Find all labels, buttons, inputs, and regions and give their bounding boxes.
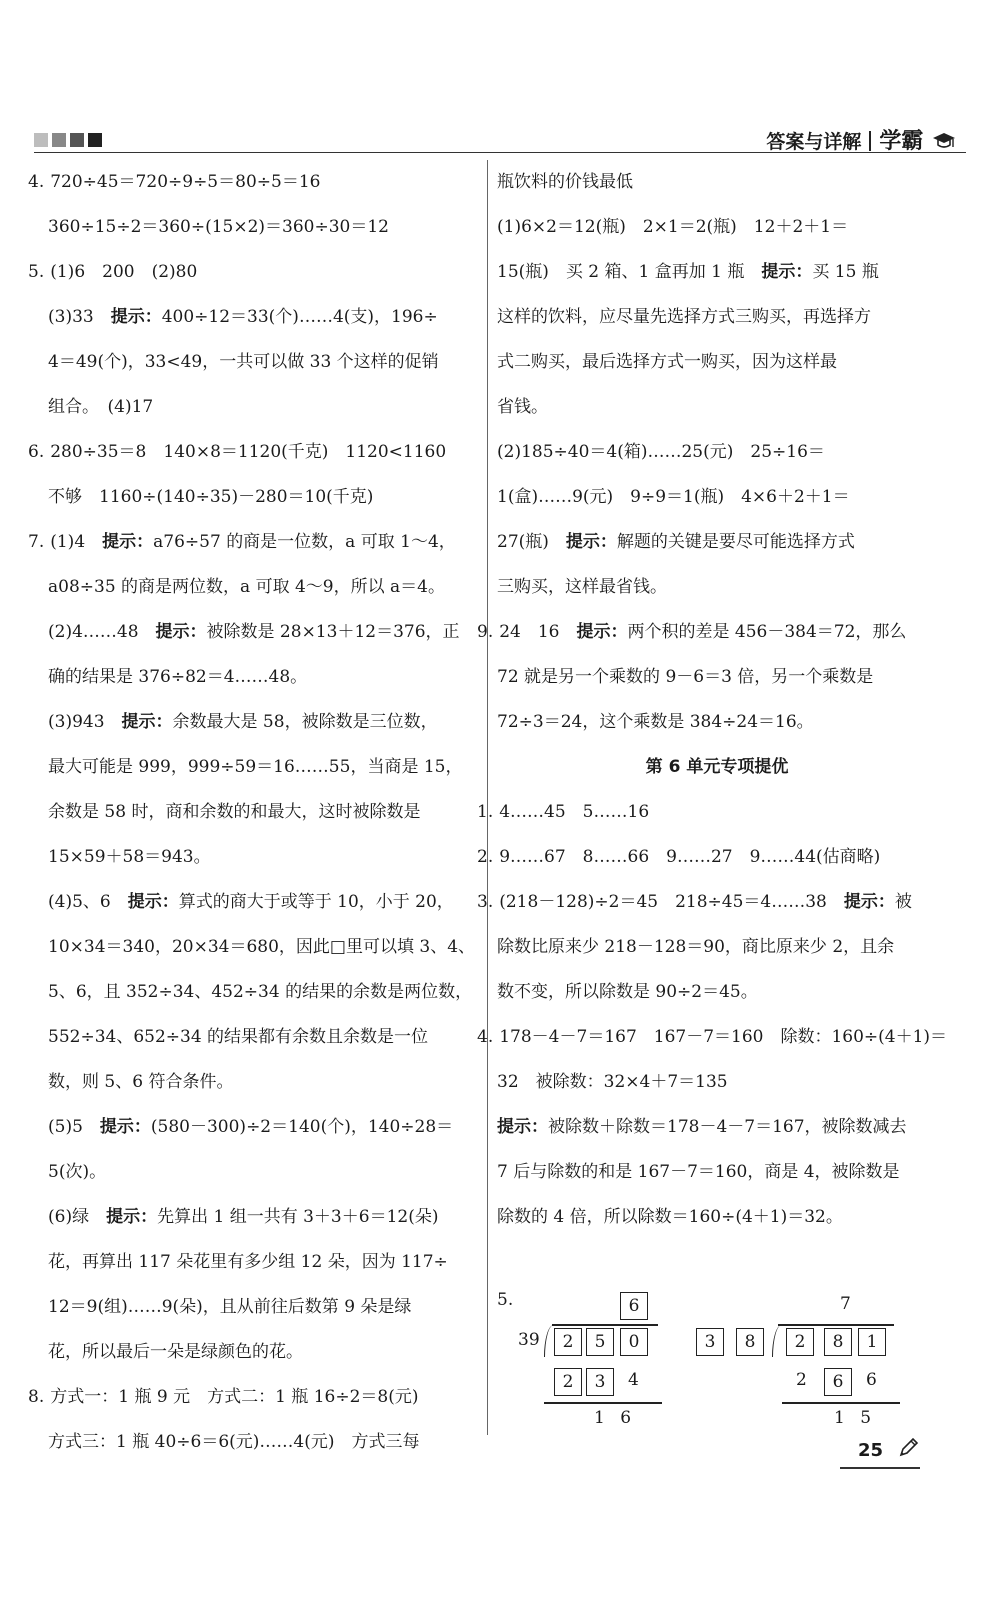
divisor-box: 8 — [736, 1328, 764, 1356]
answer-text: (1)6×2＝12(瓶) 2×1＝2(瓶) 12＋2＋1＝ — [497, 217, 849, 237]
answer-line — [497, 520, 937, 565]
product-box: 6 — [824, 1368, 852, 1396]
header-title: 答案与详解 — [766, 131, 862, 153]
answer-text: 12＝9(组)……9(朵)，且从前往后数第 9 朵是绿 — [48, 1297, 412, 1317]
answer-line — [28, 250, 488, 295]
product-box: 3 — [586, 1368, 614, 1396]
answer-line — [48, 565, 488, 610]
answer-line — [497, 295, 937, 340]
answer-text: 不够 1160÷(140÷35)－280＝10(千克) — [48, 487, 374, 507]
answer-line — [497, 160, 937, 205]
question-number: 4. — [28, 172, 45, 192]
answer-line — [497, 430, 937, 475]
answer-text: 1(盒)……9(元) 9÷9＝1(瓶) 4×6＋2＋1＝ — [497, 487, 850, 507]
answer-line — [28, 160, 488, 205]
question-number: 6. — [28, 442, 45, 462]
answer-text: 360÷15÷2＝360÷(15×2)＝360÷30＝12 — [48, 217, 389, 237]
answer-text: 三购买，这样最省钱。 — [497, 577, 667, 597]
pencil-icon — [898, 1436, 920, 1458]
right-top-answers — [477, 160, 937, 745]
answer-text: 数不变，所以除数是 90÷2＝45。 — [497, 982, 758, 1002]
hint-label: 提示： — [99, 1117, 151, 1137]
answer-text: 72÷3＝24，这个乘数是 384÷24＝16。 — [497, 712, 814, 732]
dividend-box: 8 — [824, 1328, 852, 1356]
answer-line — [48, 925, 488, 970]
answer-text: 两个积的差是 456－384＝72，那么 — [627, 622, 907, 642]
remainder: 1 6 — [594, 1408, 632, 1428]
brand-name: 学霸 — [879, 129, 924, 154]
right-column — [477, 160, 948, 1240]
answer-line — [48, 880, 488, 925]
answer-text: 数，则 5、6 符合条件。 — [48, 1072, 234, 1092]
hint-label: 提示： — [121, 712, 173, 732]
answer-text: 解题的关键是要尽可能选择方式 — [616, 532, 855, 552]
answer-line — [48, 700, 488, 745]
decor-block — [52, 133, 66, 147]
answer-line — [477, 610, 937, 655]
answer-text: 4……45 5……16 — [499, 802, 650, 822]
answer-text: (5)5 — [48, 1117, 100, 1137]
answer-text: 省钱。 — [497, 397, 548, 417]
answer-line — [477, 1015, 948, 1060]
answer-text: 除数比原来少 218－128＝90，商比原来少 2，且余 — [497, 937, 895, 957]
answer-text: 花，再算出 117 朵花里有多少组 12 朵，因为 117÷ — [48, 1252, 448, 1272]
subtraction-bar — [544, 1402, 662, 1404]
product-digit: 6 — [866, 1370, 877, 1390]
dividend-box: 0 — [620, 1328, 648, 1356]
answer-line — [28, 430, 488, 475]
answer-line — [497, 475, 937, 520]
division-diagram-1 — [516, 1290, 676, 1440]
answer-line — [28, 520, 488, 565]
answer-text: (2)185÷40＝4(箱)……25(元) 25÷16＝ — [497, 442, 825, 462]
question-number: 3. — [477, 892, 494, 912]
subtraction-bar — [782, 1402, 900, 1404]
answer-line — [477, 790, 937, 835]
right-bottom-answers — [477, 790, 948, 1240]
dividend-box: 2 — [554, 1328, 582, 1356]
decor-block — [34, 133, 48, 147]
answer-text: 9……67 8……66 9……27 9……44(估商略) — [499, 847, 881, 867]
quotient-digit: 7 — [840, 1294, 851, 1314]
dividend-box: 1 — [858, 1328, 886, 1356]
answer-line — [48, 1105, 488, 1150]
answer-line — [497, 970, 937, 1015]
hint-label: 提示： — [155, 622, 207, 642]
answer-text: (218－128)÷2＝45 218÷45＝4……38 — [499, 892, 844, 912]
answer-line — [48, 205, 488, 250]
answer-line — [48, 790, 488, 835]
answer-text: (3)943 — [48, 712, 122, 732]
hint-label: 提示： — [843, 892, 895, 912]
answer-text: 瓶饮料的价钱最低 — [497, 172, 633, 192]
answer-text: 24 16 — [499, 622, 577, 642]
answer-line — [497, 565, 937, 610]
remainder: 1 5 — [834, 1408, 872, 1428]
hint-label: 提示： — [761, 262, 813, 282]
answer-text: (1)4 — [50, 532, 103, 552]
header-separator — [869, 131, 871, 151]
answer-line — [497, 1195, 937, 1240]
answer-line — [497, 205, 937, 250]
hint-label: 提示： — [102, 532, 154, 552]
answer-line — [497, 1060, 937, 1105]
answer-text: 32 被除数：32×4＋7＝135 — [497, 1072, 728, 1092]
division-diagram-2 — [692, 1290, 912, 1440]
answer-line — [48, 1330, 488, 1375]
answer-line — [48, 1240, 488, 1285]
answer-text: 这样的饮料，应尽量先选择方式三购买，再选择方 — [497, 307, 871, 327]
page-number: 25 — [858, 1440, 884, 1461]
answer-text: 组合。 (4)17 — [48, 397, 154, 417]
hint-label: 提示： — [106, 1207, 158, 1227]
question-number: 5. — [28, 262, 45, 282]
answer-line — [48, 970, 488, 1015]
section-title: 第 6 单元专项提优 — [645, 757, 789, 777]
answer-text: 算式的商大于或等于 10，小于 20， — [178, 892, 454, 912]
answer-text: 余数最大是 58，被除数是三位数， — [172, 712, 438, 732]
answer-text: 15×59＋58＝943。 — [48, 847, 211, 867]
answer-line — [48, 1195, 488, 1240]
answer-text: 被除数是 28×13＋12＝376，正 — [206, 622, 460, 642]
answer-text: 最大可能是 999，999÷59＝16……55，当商是 15， — [48, 757, 463, 777]
answer-text: a76÷57 的商是一位数，a 可取 1～4， — [153, 532, 456, 552]
answer-text: (1)6 200 (2)80 — [50, 262, 198, 282]
answer-text: 280÷35＝8 140×8＝1120(千克) 1120<1160 — [50, 442, 447, 462]
answer-line — [497, 925, 937, 970]
answer-line — [497, 250, 937, 295]
answer-line — [477, 835, 937, 880]
answer-line — [48, 1060, 488, 1105]
answer-text: 式二购买，最后选择方式一购买，因为这样最 — [497, 352, 837, 372]
answer-text: 178－4－7＝167 167－7＝160 除数：160÷(4＋1)＝ — [499, 1027, 948, 1047]
answer-text: 720÷45＝720÷9÷5＝80÷5＝16 — [50, 172, 321, 192]
answer-text: 4＝49(个)，33<49，一共可以做 33 个这样的促销 — [48, 352, 439, 372]
decor-block — [70, 133, 84, 147]
answer-line — [48, 1150, 488, 1195]
answer-text: 被除数＋除数＝178－4－7＝167，被除数减去 — [548, 1117, 907, 1137]
answer-line — [48, 1285, 488, 1330]
answer-text: (4)5、6 — [48, 892, 128, 912]
answer-text: 15(瓶) 买 2 箱、1 盒再加 1 瓶 — [497, 262, 762, 282]
hint-label: 提示： — [127, 892, 179, 912]
answer-text: (2)4……48 — [48, 622, 156, 642]
answer-text: 被 — [894, 892, 912, 912]
hint-label: 提示： — [497, 1117, 548, 1137]
graduation-cap-icon — [932, 130, 956, 152]
answer-line — [48, 385, 488, 430]
hint-label: 提示： — [110, 307, 162, 327]
answer-line — [28, 1375, 488, 1420]
question-number: 7. — [28, 532, 45, 552]
divisor: 39 — [518, 1330, 540, 1350]
left-column — [28, 160, 488, 1465]
answer-line — [48, 610, 488, 655]
answer-line — [48, 655, 488, 700]
answer-line — [477, 880, 937, 925]
answer-text: 400÷12＝33(个)……4(支)，196÷ — [161, 307, 438, 327]
footer-rule — [840, 1467, 920, 1469]
question-number: 9. — [477, 622, 494, 642]
answer-text: 花，所以最后一朵是绿颜色的花。 — [48, 1342, 303, 1362]
product-digit: 4 — [628, 1370, 639, 1390]
answer-text: 方式三：1 瓶 40÷6＝6(元)……4(元) 方式三每 — [48, 1432, 420, 1452]
question-number: 2. — [477, 847, 494, 867]
question-number: 8. — [28, 1387, 45, 1407]
page-header — [34, 124, 966, 153]
decor-block — [88, 133, 102, 147]
division-bracket — [772, 1325, 783, 1357]
answer-text: 5、6，且 352÷34、452÷34 的结果的余数是两位数， — [48, 982, 473, 1002]
answer-text: a08÷35 的商是两位数，a 可取 4～9，所以 a＝4。 — [48, 577, 445, 597]
answer-line — [48, 295, 488, 340]
answer-line — [497, 1150, 937, 1195]
answer-line — [48, 745, 488, 790]
hint-label: 提示： — [576, 622, 628, 642]
answer-text: (580－300)÷2＝140(个)，140÷28＝ — [150, 1117, 454, 1137]
answer-text: (6)绿 — [48, 1207, 107, 1227]
answer-line — [497, 385, 937, 430]
answer-text: 方式一：1 瓶 9 元 方式二：1 瓶 16÷2＝8(元) — [50, 1387, 419, 1407]
header-title-group — [766, 124, 956, 155]
answer-text: 7 后与除数的和是 167－7＝160，商是 4，被除数是 — [497, 1162, 900, 1182]
answer-text: 余数是 58 时，商和余数的和最大，这时被除数是 — [48, 802, 421, 822]
answer-line — [497, 700, 937, 745]
answer-text: 552÷34、652÷34 的结果都有余数且余数是一位 — [48, 1027, 429, 1047]
answer-line — [497, 1105, 937, 1150]
product-box: 2 — [554, 1368, 582, 1396]
divisor-box: 3 — [696, 1328, 724, 1356]
answer-text: 确的结果是 376÷82＝4……48。 — [48, 667, 308, 687]
dividend-box: 5 — [586, 1328, 614, 1356]
answer-text: 除数的 4 倍，所以除数＝160÷(4＋1)＝32。 — [497, 1207, 843, 1227]
answer-line — [48, 475, 488, 520]
product-digit: 2 — [796, 1370, 807, 1390]
question-number: 1. — [477, 802, 494, 822]
dividend-box: 2 — [786, 1328, 814, 1356]
question-number: 4. — [477, 1027, 494, 1047]
answer-line — [497, 340, 937, 385]
answer-line — [48, 835, 488, 880]
answer-text: 买 15 瓶 — [812, 262, 879, 282]
answer-line — [48, 1420, 488, 1465]
quotient-box: 6 — [620, 1292, 648, 1320]
answer-line — [48, 1015, 488, 1060]
answer-text: 27(瓶) — [497, 532, 566, 552]
division-bar — [778, 1324, 894, 1326]
hint-label: 提示： — [565, 532, 617, 552]
answer-line — [497, 655, 937, 700]
answer-line — [48, 340, 488, 385]
answer-text: 72 就是另一个乘数的 9－6＝3 倍，另一个乘数是 — [497, 667, 874, 687]
answer-text: (3)33 — [48, 307, 111, 327]
division-bar — [552, 1324, 658, 1326]
header-decor-blocks — [34, 132, 106, 151]
answer-text: 5(次)。 — [48, 1162, 107, 1182]
answer-text: 先算出 1 组一共有 3＋3＋6＝12(朵) — [157, 1207, 439, 1227]
q5-label: 5. — [497, 1290, 514, 1310]
answer-text: 10×34＝340，20×34＝680，因此□里可以填 3、4、 — [48, 937, 476, 957]
